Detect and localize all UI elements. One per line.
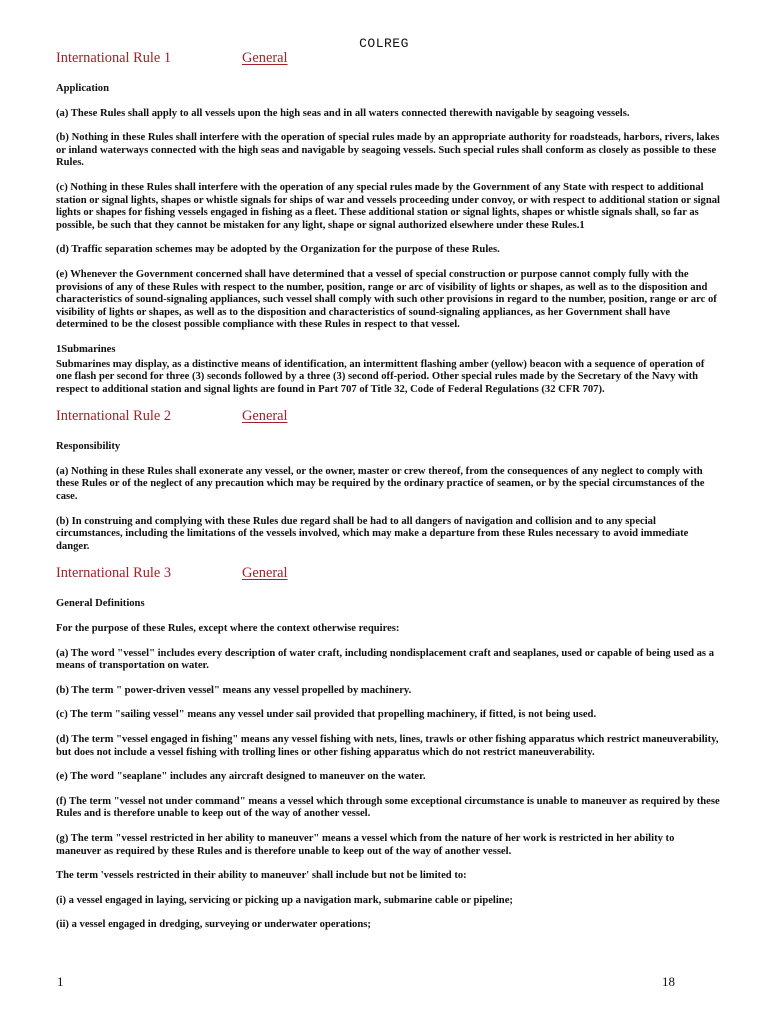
rule-3-paragraph-b: (b) The term " power-driven vessel" means any vessel propelled by machinery. [56, 684, 412, 696]
rule-2-subheading: Responsibility [56, 441, 121, 453]
rule-3-paragraph-e: (e) The word "seaplane" includes any aircraft designed to maneuver on the water. [56, 771, 426, 783]
rule-3-item-ii: (ii) a vessel engaged in dredging, surveying or underwater operations; [56, 919, 371, 931]
rule-3-paragraph-a: (a) The word "vessel" includes every description of water craft, including nondisplacement craft and seaplanes, used or capable of being used as a means of transportation on water. [56, 647, 714, 672]
rule-1-paragraph-b: (b) Nothing in these Rules shall interfere with the operation of special rules made by an appropriate authority for roadsteads, harbors, rivers, lakes or inland waterways connected with the high seas and navigable by seagoing vessels. Such special rules shall conform as closely as possible to these Rules. [56, 132, 720, 169]
document-body [56, 52, 720, 944]
rule-3-paragraph-g: (g) The term "vessel restricted in her ability to maneuver" means a vessel which from the nature of her work is restricted in her ability to maneuver as required by these Rules and is therefore unable to keep out of the way of another vessel. [56, 832, 675, 857]
document-header-title: COLREG [359, 36, 409, 51]
rule-1-footnote-title: 1Submarines [56, 343, 116, 355]
rule-3-number: International Rule 3 [56, 565, 172, 582]
footer-left-number: 1 [57, 974, 64, 989]
rule-3-restricted-intro: The term 'vessels restricted in their ability to maneuver' shall include but not be limited to: [56, 870, 467, 882]
rule-3-intro: For the purpose of these Rules, except where the context otherwise requires: [56, 623, 400, 635]
rule-2-paragraph-b: (b) In construing and complying with these Rules due regard shall be had to all dangers of navigation and collision and to any special circumstances, including the limitations of the vessels involved, which may make a departure from these Rules necessary to avoid immediate danger. [56, 515, 689, 552]
rule-1-category: General [242, 50, 288, 66]
rule-2-paragraph-a: (a) Nothing in these Rules shall exonerate any vessel, or the owner, master or crew thereof, from the consequences of any neglect to comply with these Rules or of the neglect of any precaution which may be required by the ordinary practice of seamen, or by the special circumstances of the case. [56, 465, 705, 503]
rule-3-category: General [242, 565, 288, 582]
rule-3-subheading: General Definitions [56, 598, 145, 610]
rule-3-paragraph-d: (d) The term "vessel engaged in fishing" means any vessel fishing with nets, lines, trawls or other fishing apparatus which restrict maneuverability, but does not include a vessel fishing with trolling lines or other fishing apparatus which do not restrict maneuverability. [56, 734, 719, 758]
rule-1-subheading: Application [56, 83, 109, 94]
rule-2-category: General [242, 408, 288, 425]
rule-2-number: International Rule 2 [56, 408, 172, 425]
rule-1-paragraph-c: (c) Nothing in these Rules shall interfere with the operation of any special rules made by the Government of any State with respect to additional station or signal lights, shapes or whistle signals for ships of war and vessels proceeding under convoy, or with respect to additional station or signal lights or shapes for fishing vessels engaged in fishing as a fleet. These additional station or signal lights, shapes or whistle signals shall, so far as possible, be such that they cannot be mistaken for any light, shape or signal authorized elsewhere under these Rules.1 [56, 181, 720, 231]
page-number: 18 [662, 974, 675, 989]
rule-3-heading [56, 567, 720, 585]
rule-1-number: International Rule 1 [56, 50, 172, 66]
rule-1-footnote-text: Submarines may display, as a distinctive means of identification, an intermittent flashing amber (yellow) beacon with a sequence of operation of one flash per second for three (3) seconds followed by a three (3) second off-period. Other special rules made by the Secretary of the Navy with respect to additional station and signal lights are found in Part 707 of Title 32, Code of Federal Regulations (32 CFR 707). [56, 358, 705, 395]
rule-1-heading [56, 52, 720, 70]
rule-1-paragraph-e: (e) Whenever the Government concerned shall have determined that a vessel of special construction or purpose cannot comply fully with the provisions of any of these Rules with respect to the number, position, range or arc of visibility of lights or shapes, as well as to the disposition and characteristics of sound-signaling appliances, such vessel shall comply with such other provisions in regard to the number, position, range or arc of visibility of lights or shapes, as well as to the disposition and characteristics of sound-signaling appliances, as her Government shall have determined to be the closest possible compliance with these Rules in respect to that vessel. [56, 268, 717, 331]
rule-2-heading [56, 410, 720, 428]
rule-1-paragraph-d: (d) Traffic separation schemes may be adopted by the Organization for the purpose of these Rules. [56, 244, 500, 256]
rule-1-paragraph-a: (a) These Rules shall apply to all vessels upon the high seas and in all waters connected therewith navigable by seagoing vessels. [56, 107, 630, 119]
rule-3-paragraph-c: (c) The term "sailing vessel" means any vessel under sail provided that propelling machinery, if fitted, is not being used. [56, 709, 597, 721]
rule-3-paragraph-f: (f) The term "vessel not under command" means a vessel which through some exceptional circumstance is unable to maneuver as required by these Rules and is therefore unable to keep out of the way of another vessel. [56, 795, 720, 820]
rule-3-item-i: (i) a vessel engaged in laying, servicing or picking up a navigation mark, submarine cable or pipeline; [56, 894, 513, 906]
